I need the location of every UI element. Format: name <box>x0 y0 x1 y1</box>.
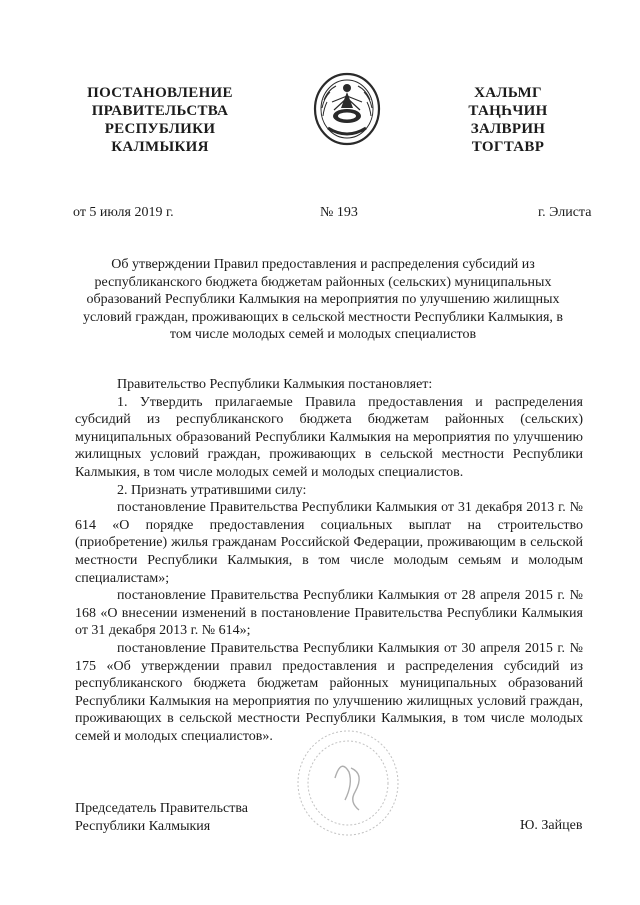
header-russian <box>60 84 260 156</box>
position-line: Республики Калмыкия <box>75 819 211 834</box>
document-body <box>75 376 583 745</box>
body-item-2: 2. Признать утратившими силу: <box>117 482 307 498</box>
title-line: Об утверждении Правил предоставления и распределения субсидий из <box>111 257 535 272</box>
title-line: условий граждан, проживающих в сельской местности Республики Калмыкия, в <box>82 309 564 325</box>
body-item-1: 1. Утвердить прилагаемые Правила предоставления и распределения субсидий из республиканского бюджета бюджетам районных (сельских) муниципальных образований Республики Калмыкия на мероприятия по улучшению жилищных условий граждан, проживающих в сельской местности Республики Калмыкия, в том числе молодых семей и молодых специалистов. <box>75 394 583 480</box>
header-line: ТОГТАВР <box>471 139 545 155</box>
signature-position <box>75 800 248 836</box>
repealed-act-168: постановление Правительства Республики Калмыкия от 28 апреля 2015 г. № 168 «О внесении изменений в постановление Правительства Республики Калмыкия от 31 декабря 2013 г. № 614»; <box>75 588 583 639</box>
header-line: ЗАЛВРИН <box>470 121 546 137</box>
header-line: ХАЛЬМГ <box>474 85 542 101</box>
title-line: образований Республики Калмыкия на мероприятия по улучшению жилищных <box>86 292 560 307</box>
header-kalmyk <box>448 84 568 156</box>
document-number: № 193 <box>320 205 358 220</box>
document-date: от 5 июля 2019 г. <box>73 205 174 220</box>
body-intro: Правительство Республики Калмыкия постановляет: <box>117 377 433 392</box>
document-title <box>66 256 580 344</box>
round-seal-stamp-icon <box>293 728 403 838</box>
repealed-act-175: постановление Правительства Республики Калмыкия от 30 апреля 2015 г. № 175 «Об утверждении правил предоставления и распределения субсидий из республиканского бюджета бюджетам районных муниципальных образований Республики Калмыкия на мероприятия по улучшению жилищных условий граждан, проживающих в сельской местности Республики Калмыкия, в том числе молодых семей и молодых специалистов». <box>75 640 583 744</box>
title-line: том числе молодых семей и молодых специалистов <box>169 327 477 342</box>
header-line: РЕСПУБЛИКИ <box>104 121 216 137</box>
header-line: ПРАВИТЕЛЬСТВА <box>91 103 229 119</box>
kalmykia-coat-of-arms-icon <box>312 70 382 146</box>
header-line: КАЛМЫКИЯ <box>111 139 209 155</box>
signer-name: Ю. Зайцев <box>520 818 583 833</box>
title-line: республиканского бюджета бюджетам районных (сельских) муниципальных <box>94 274 552 290</box>
position-line: Председатель Правительства <box>75 801 248 816</box>
header-line: ТАҢҺЧИН <box>468 103 548 119</box>
header-line: ПОСТАНОВЛЕНИЕ <box>87 85 233 101</box>
repealed-act-614: постановление Правительства Республики Калмыкия от 31 декабря 2013 г. № 614 «О порядке предоставления социальных выплат на строительство (приобретение) жилья гражданам Российской Федерации, проживающим в сельской местности Республики Калмыкия, в том числе молодым семьям и молодым специалистам»; <box>75 500 583 586</box>
document-city: г. Элиста <box>538 205 592 220</box>
